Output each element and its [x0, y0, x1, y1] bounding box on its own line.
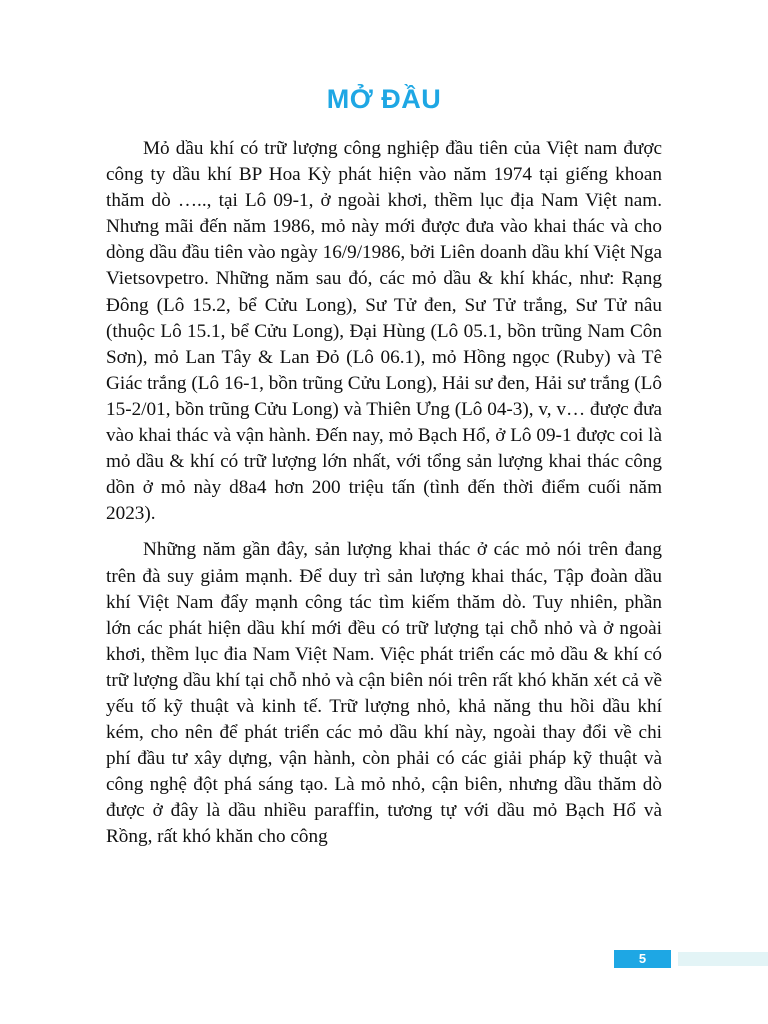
document-body — [106, 136, 662, 861]
paragraph-1: Mỏ dầu khí có trữ lượng công nghiệp đầu tiên của Việt nam được công ty dầu khí BP Hoa Kỳ phát hiện vào năm 1974 tại giếng khoan thăm dò ….., tại Lô 09-1, ở ngoài khơi, thềm lục địa Nam Việt nam. Nhưng mãi đến năm 1986, mỏ này mới được đưa vào khai thác và cho dòng dầu đầu tiên vào ngày 16/9/1986, bởi Liên doanh dầu khí Việt Nga Vietsovpetro. Những năm sau đó, các mỏ dầu & khí khác, như: Rạng Đông (Lô 15.2, bể Cửu Long), Sư Tử đen, Sư Tử trắng, Sư Tử nâu (thuộc Lô 15.1, bể Cửu Long), Đại Hùng (Lô 05.1, bồn trũng Nam Côn Sơn), mỏ Lan Tây & Lan Đỏ (Lô 06.1), mỏ Hồng ngọc (Ruby) và Tê Giác trắng (Lô 16-1, bồn trũng Cửu Long), Hải sư đen, Hải sư trắng (Lô 15-2/01, bồn trũng Cửu Long) và Thiên Ưng (Lô 04-3), v, v… được đưa vào khai thác và vận hành. Đến nay, mỏ Bạch Hổ, ở Lô 09-1 được coi là mỏ dầu & khí có trữ lượng lớn nhất, với tổng sản lượng khai thác công dồn ở mỏ này d8a4 hơn 200 triệu tấn (tình đến thời điểm cuối năm 2023). — [106, 138, 662, 525]
page-footer — [614, 950, 768, 968]
page-title: MỞ ĐẦU — [326, 84, 442, 114]
page-number: 5 — [614, 950, 671, 968]
paragraph-2: Những năm gần đây, sản lượng khai thác ở các mỏ nói trên đang trên đà suy giảm mạnh. Để duy trì sản lượng khai thác, Tập đoàn dầu khí Việt Nam đẩy mạnh công tác tìm kiếm thăm dò. Tuy nhiên, phần lớn các phát hiện dầu khí mới đều có trữ lượng tại chỗ nhỏ và ở ngoài khơi, thềm lục đia Nam Việt Nam. Việc phát triển các mỏ dầu & khí có trữ lượng dầu khí tại chỗ nhỏ và cận biên nói trên rất khó khăn xét cả về yếu tố kỹ thuật và kinh tế. Trữ lượng nhỏ, khả năng thu hồi dầu khí kém, cho nên để phát triển các mỏ dầu khí này, ngoài thay đổi về chi phí đầu tư xây dựng, vận hành, còn phải có các giải pháp kỹ thuật và công nghệ đột phá sáng tạo. Là mỏ nhỏ, cận biên, nhưng dầu thăm dò được ở đây là dầu nhiều paraffin, tương tự với dầu mỏ Bạch Hổ và Rồng, rất khó khăn cho công — [106, 539, 662, 848]
footer-decorative-band — [678, 952, 768, 966]
